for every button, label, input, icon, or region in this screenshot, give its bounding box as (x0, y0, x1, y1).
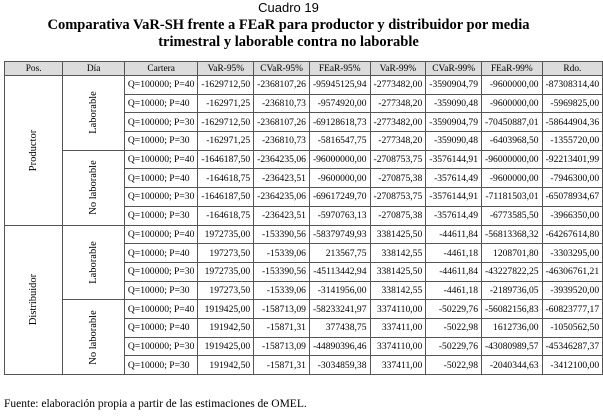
cell-cvar95: -236810,73 (254, 132, 310, 151)
table-row (5, 300, 603, 319)
cell-cvar95: -2364235,06 (254, 188, 310, 207)
cell-cvar99: -3576144,91 (426, 150, 482, 169)
day-type-label: Laborable (88, 91, 100, 135)
cell-cvar99: -3590904,79 (426, 113, 482, 132)
cell-rdo: -1355720,00 (542, 132, 603, 151)
cell-cartera: Q=100000; P=40 (124, 76, 198, 95)
header-fear99: FEaR-99% (482, 62, 543, 76)
table-title (10, 17, 567, 51)
cell-cvar95: -236810,73 (254, 94, 310, 113)
cell-var99: 3381425,50 (370, 262, 426, 281)
cell-var95: 1972735,00 (198, 225, 254, 244)
cell-var99: -2708753,75 (370, 188, 426, 207)
cell-cvar95: -2368107,26 (254, 76, 310, 95)
cell-rdo: -3303295,00 (542, 244, 603, 263)
var-fear-comparison-table (4, 61, 603, 375)
cell-cvar99: -357614,49 (426, 206, 482, 225)
cell-cartera: Q=10000; P=30 (124, 281, 198, 300)
cell-cvar99: -50229,76 (426, 337, 482, 356)
cell-fear95: -96000000,00 (309, 150, 370, 169)
cell-fear99: -43080989,57 (482, 337, 543, 356)
header-cvar95: CVaR-95% (254, 62, 310, 76)
cell-rdo: -5969825,00 (542, 94, 603, 113)
header-dia: Día (63, 62, 125, 76)
cell-cvar95: -153390,56 (254, 225, 310, 244)
cell-cartera: Q=100000; P=40 (124, 150, 198, 169)
cell-cvar95: -158713,09 (254, 337, 310, 356)
table-row (5, 150, 603, 169)
source-note: Fuente: elaboración propia a partir de las estimaciones de OMEL. (4, 398, 307, 410)
cell-fear99: -96000000,00 (482, 150, 543, 169)
cell-fear99: -9600000,00 (482, 94, 543, 113)
cell-var95: -164618,75 (198, 206, 254, 225)
cell-var95: 197273,50 (198, 281, 254, 300)
cell-cvar99: -359090,48 (426, 132, 482, 151)
cell-var95: -164618,75 (198, 169, 254, 188)
table-caption: Cuadro 19 (258, 0, 319, 15)
cell-fear95: -69617249,70 (309, 188, 370, 207)
header-var99: VaR-99% (370, 62, 426, 76)
cell-fear95: -3141956,00 (309, 281, 370, 300)
cell-fear99: -2040344,63 (482, 356, 543, 375)
cell-cvar95: -15339,06 (254, 244, 310, 263)
cell-fear99: -9600000,00 (482, 169, 543, 188)
cell-rdo: -45346287,37 (542, 337, 603, 356)
title-line-1: Comparativa VaR-SH frente a FEaR para productor y distribuidor por media (47, 17, 530, 33)
cell-var95: 197273,50 (198, 244, 254, 263)
cell-cvar99: -5022,98 (426, 356, 482, 375)
header-fear95: FEaR-95% (309, 62, 370, 76)
cell-fear95: -9574920,00 (309, 94, 370, 113)
cell-fear99: -56813368,32 (482, 225, 543, 244)
cell-fear95: -58233241,97 (309, 300, 370, 319)
cell-rdo: -64267614,80 (542, 225, 603, 244)
day-type-cell (63, 76, 125, 151)
cell-fear99: -70450887,01 (482, 113, 543, 132)
cell-var99: 337411,00 (370, 318, 426, 337)
cell-cvar95: -15339,06 (254, 281, 310, 300)
day-type-label: No laborable (88, 309, 100, 365)
cell-fear95: -44890396,46 (309, 337, 370, 356)
position-label: Distribuidor (28, 274, 40, 326)
cell-var99: -2773482,00 (370, 76, 426, 95)
cell-rdo: -1050562,50 (542, 318, 603, 337)
day-type-cell (63, 225, 125, 300)
cell-rdo: -58644904,36 (542, 113, 603, 132)
cell-fear99: -2189736,05 (482, 281, 543, 300)
cell-cartera: Q=10000; P=40 (124, 169, 198, 188)
cell-rdo: -3939520,00 (542, 281, 603, 300)
cell-rdo: -60823777,17 (542, 300, 603, 319)
position-label: Productor (28, 129, 40, 171)
day-type-cell (63, 300, 125, 375)
cell-rdo: -3412100,00 (542, 356, 603, 375)
cell-cvar95: -2364235,06 (254, 150, 310, 169)
cell-var99: 3381425,50 (370, 225, 426, 244)
cell-fear95: 377438,75 (309, 318, 370, 337)
cell-cvar95: -15871,31 (254, 356, 310, 375)
cell-cartera: Q=100000; P=30 (124, 113, 198, 132)
cell-var95: 1919425,00 (198, 337, 254, 356)
day-type-label: No laborable (88, 160, 100, 215)
cell-var99: -270875,38 (370, 169, 426, 188)
cell-var95: -1646187,50 (198, 188, 254, 207)
cell-cvar99: -4461,18 (426, 244, 482, 263)
position-cell (5, 76, 63, 226)
cell-var99: 3374110,00 (370, 337, 426, 356)
cell-fear99: -43227822,25 (482, 262, 543, 281)
cell-var95: 191942,50 (198, 356, 254, 375)
cell-rdo: -46306761,21 (542, 262, 603, 281)
cell-var99: -2708753,75 (370, 150, 426, 169)
cell-fear95: -58379749,93 (309, 225, 370, 244)
cell-rdo: -87308314,40 (542, 76, 603, 95)
cell-fear99: 1612736,00 (482, 318, 543, 337)
header-var95: VaR-95% (198, 62, 254, 76)
cell-var95: -1629712,50 (198, 76, 254, 95)
table-row (5, 225, 603, 244)
cell-rdo: -92213401,99 (542, 150, 603, 169)
cell-fear95: -95945125,94 (309, 76, 370, 95)
cell-var95: -1629712,50 (198, 113, 254, 132)
cell-fear95: 213567,75 (309, 244, 370, 263)
cell-var95: -162971,25 (198, 132, 254, 151)
cell-fear95: -45113442,94 (309, 262, 370, 281)
cell-cartera: Q=10000; P=30 (124, 356, 198, 375)
cell-cvar95: -153390,56 (254, 262, 310, 281)
cell-cartera: Q=100000; P=30 (124, 337, 198, 356)
cell-var99: -277348,20 (370, 132, 426, 151)
header-rdo: Rdo. (542, 62, 603, 76)
cell-cvar99: -359090,48 (426, 94, 482, 113)
table-body (5, 76, 603, 375)
position-cell (5, 225, 63, 375)
cell-cvar95: -2368107,26 (254, 113, 310, 132)
cell-var99: -2773482,00 (370, 113, 426, 132)
title-line-2: trimestral y laborable contra no laborable (158, 34, 419, 50)
cell-cartera: Q=100000; P=40 (124, 300, 198, 319)
cell-cartera: Q=100000; P=40 (124, 225, 198, 244)
cell-cvar95: -158713,09 (254, 300, 310, 319)
cell-var99: 338142,55 (370, 281, 426, 300)
cell-cvar95: -236423,51 (254, 206, 310, 225)
cell-fear95: -5816547,75 (309, 132, 370, 151)
cell-cvar99: -3576144,91 (426, 188, 482, 207)
cell-rdo: -7946300,00 (542, 169, 603, 188)
cell-var95: 1919425,00 (198, 300, 254, 319)
cell-cartera: Q=10000; P=40 (124, 94, 198, 113)
day-type-label: Laborable (88, 241, 100, 284)
cell-cvar99: -357614,49 (426, 169, 482, 188)
cell-fear95: -69128618,73 (309, 113, 370, 132)
cell-cvar95: -15871,31 (254, 318, 310, 337)
cell-cvar99: -4461,18 (426, 281, 482, 300)
cell-var99: -277348,20 (370, 94, 426, 113)
cell-var99: -270875,38 (370, 206, 426, 225)
header-cvar99: CVaR-99% (426, 62, 482, 76)
cell-cartera: Q=100000; P=30 (124, 188, 198, 207)
cell-fear95: -3034859,38 (309, 356, 370, 375)
table-row (5, 76, 603, 95)
cell-fear99: -9600000,00 (482, 76, 543, 95)
cell-cvar99: -44611,84 (426, 262, 482, 281)
cell-cartera: Q=10000; P=30 (124, 206, 198, 225)
cell-var99: 3374110,00 (370, 300, 426, 319)
cell-var95: -162971,25 (198, 94, 254, 113)
cell-fear95: -9600000,00 (309, 169, 370, 188)
cell-cvar99: -44611,84 (426, 225, 482, 244)
cell-fear95: -5970763,13 (309, 206, 370, 225)
cell-cvar99: -5022,98 (426, 318, 482, 337)
cell-fear99: -6403968,50 (482, 132, 543, 151)
cell-fear99: -56082156,83 (482, 300, 543, 319)
cell-cartera: Q=10000; P=40 (124, 318, 198, 337)
cell-cartera: Q=10000; P=40 (124, 244, 198, 263)
cell-var95: 191942,50 (198, 318, 254, 337)
cell-var99: 338142,55 (370, 244, 426, 263)
header-pos: Pos. (5, 62, 63, 76)
cell-cvar99: -3590904,79 (426, 76, 482, 95)
cell-rdo: -65078934,67 (542, 188, 603, 207)
cell-cvar95: -236423,51 (254, 169, 310, 188)
cell-cartera: Q=100000; P=30 (124, 262, 198, 281)
day-type-cell (63, 150, 125, 225)
cell-fear99: -6773585,50 (482, 206, 543, 225)
cell-cvar99: -50229,76 (426, 300, 482, 319)
cell-var95: 1972735,00 (198, 262, 254, 281)
cell-var99: 337411,00 (370, 356, 426, 375)
cell-fear99: 1208701,80 (482, 244, 543, 263)
header-row (5, 62, 603, 76)
header-cartera: Cartera (124, 62, 198, 76)
cell-rdo: -3966350,00 (542, 206, 603, 225)
cell-var95: -1646187,50 (198, 150, 254, 169)
cell-fear99: -71181503,01 (482, 188, 543, 207)
cell-cartera: Q=10000; P=30 (124, 132, 198, 151)
